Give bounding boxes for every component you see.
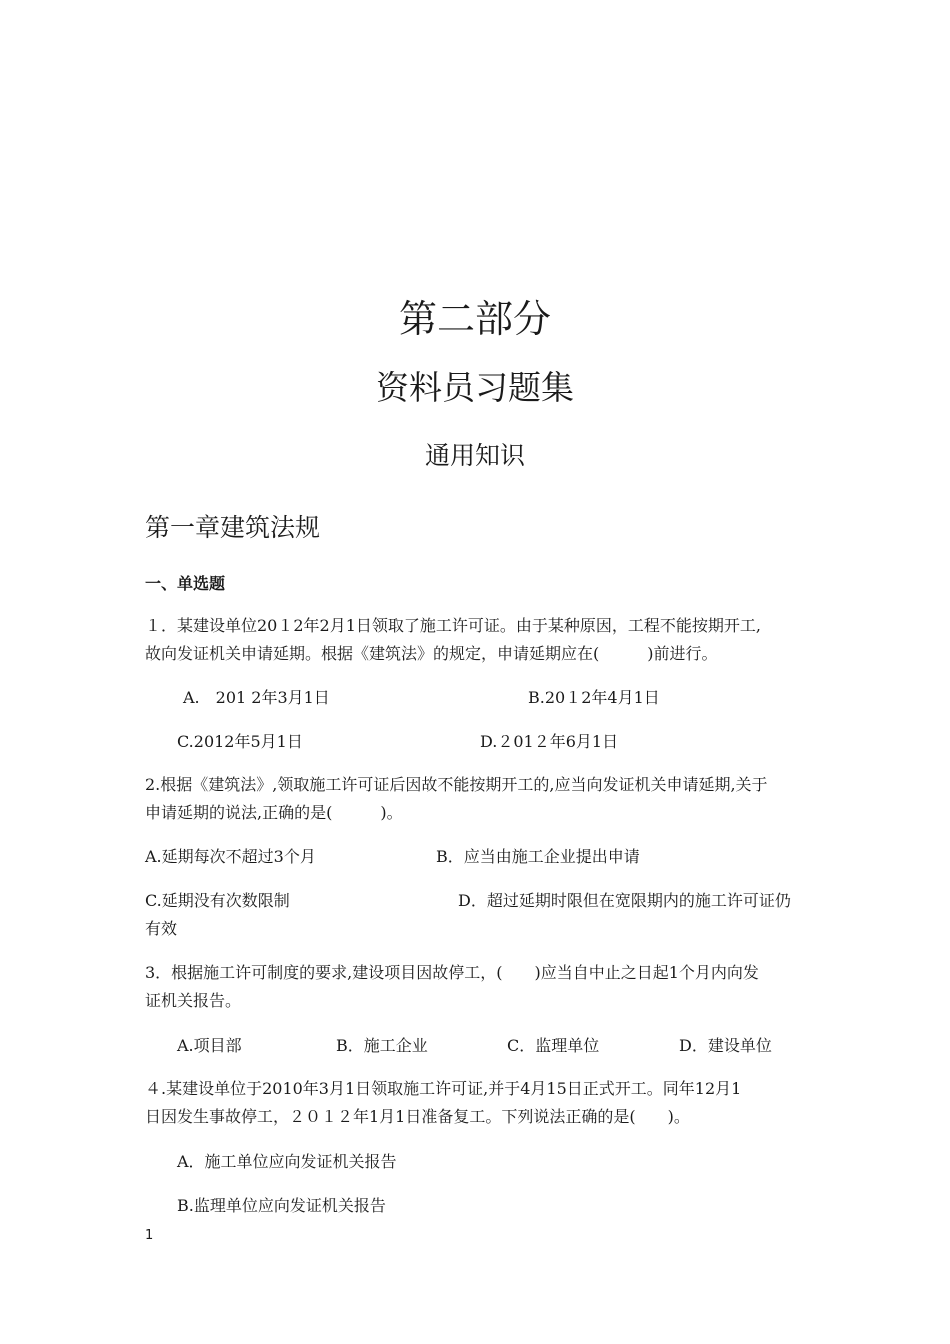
question-4-line-1: ４.某建设单位于2010年3月1日领取施工许可证,并于4月15日正式开工。同年12月1 (145, 1079, 742, 1098)
chapter-title: 第一章建筑法规 (145, 513, 321, 542)
question-1-option-a: A. 201 2年3月1日 (183, 688, 330, 707)
question-4-option-a: A．施工单位应向发证机关报告 (177, 1152, 397, 1171)
question-3-option-a: A.项目部 (177, 1036, 242, 1055)
book-title: 资料员习题集 (376, 368, 574, 407)
question-3-option-b: B．施工企业 (336, 1036, 428, 1055)
question-type-heading: 一、单选题 (145, 574, 226, 593)
question-2-line-2: 申请延期的说法,正确的是( )。 (145, 803, 403, 822)
question-4-line-2: 日因发生事故停工，２０１２年1月1日准备复工。下列说法正确的是( )。 (145, 1107, 690, 1126)
question-2-option-d-continued: 有效 (145, 919, 178, 938)
part-title: 第二部分 (398, 297, 551, 341)
question-2-line-1: 2.根据《建筑法》,领取施工许可证后因故不能按期开工的,应当向发证机关申请延期,关于 (145, 775, 768, 794)
question-3-option-d: D．建设单位 (679, 1036, 772, 1055)
question-4-option-b: B.监理单位应向发证机关报告 (177, 1196, 386, 1215)
section-title: 通用知识 (424, 441, 525, 470)
question-3-line-1: 3．根据施工许可制度的要求,建设项目因故停工，( )应当自中止之日起1个月内向发 (145, 963, 759, 982)
question-2-option-c: C.延期没有次数限制 (145, 891, 290, 910)
question-1-option-d: D.２01２年6月1日 (480, 732, 619, 751)
question-2-option-d: D．超过延期时限但在宽限期内的施工许可证仍 (458, 891, 791, 910)
question-2-option-a: A.延期每次不超过3个月 (145, 847, 316, 866)
question-2-option-b: B．应当由施工企业提出申请 (436, 847, 640, 866)
question-1-option-b: B.20１2年4月1日 (528, 688, 660, 707)
question-1-line-2: 故向发证机关申请延期。根据《建筑法》的规定，申请延期应在( )前进行。 (145, 644, 718, 663)
question-1-line-1: １．某建设单位20１2年2月1日领取了施工许可证。由于某种原因，工程不能按期开工, (145, 616, 761, 635)
question-3-line-2: 证机关报告。 (145, 991, 242, 1010)
question-1-option-c: C.2012年5月1日 (177, 732, 303, 751)
page-number: 1 (145, 1228, 154, 1243)
question-3-option-c: C．监理单位 (507, 1036, 600, 1055)
